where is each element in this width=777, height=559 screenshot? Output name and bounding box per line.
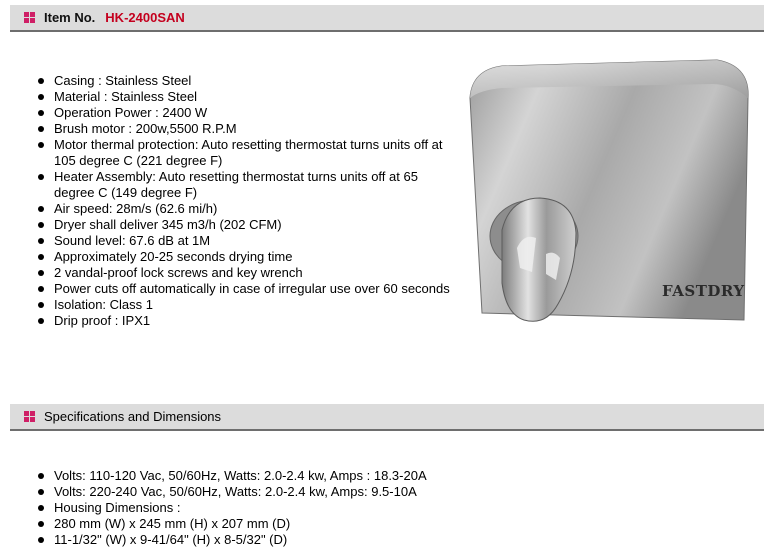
feature-item: Dryer shall deliver 345 m3/h (202 CFM) <box>32 217 457 233</box>
specs-header-bar <box>10 404 764 431</box>
grid-bullet-icon <box>24 411 35 422</box>
feature-item: Operation Power : 2400 W <box>32 105 457 121</box>
feature-item: Motor thermal protection: Auto resetting thermostat turns units off at 105 degree C (221 degree F) <box>32 137 457 169</box>
feature-item: 2 vandal-proof lock screws and key wrench <box>32 265 457 281</box>
spec-item: 280 mm (W) x 245 mm (H) x 207 mm (D) <box>32 516 427 532</box>
grid-bullet-icon <box>24 12 35 23</box>
spec-item: Housing Dimensions : <box>32 500 427 516</box>
feature-item: Power cuts off automatically in case of irregular use over 60 seconds <box>32 281 457 297</box>
feature-item: Casing : Stainless Steel <box>32 73 457 89</box>
spec-list <box>32 468 427 548</box>
feature-item: Drip proof : IPX1 <box>32 313 457 329</box>
spec-item: Volts: 110-120 Vac, 50/60Hz, Watts: 2.0-2.4 kw, Amps : 18.3-20A <box>32 468 427 484</box>
item-number: HK-2400SAN <box>105 10 185 25</box>
feature-item: Material : Stainless Steel <box>32 89 457 105</box>
feature-item: Approximately 20-25 seconds drying time <box>32 249 457 265</box>
item-header-bar <box>10 5 764 32</box>
feature-item: Isolation: Class 1 <box>32 297 457 313</box>
specs-title: Specifications and Dimensions <box>44 409 222 424</box>
item-label: Item No. <box>44 10 96 25</box>
hand-dryer-product-image <box>462 58 752 326</box>
feature-item: Heater Assembly: Auto resetting thermostat turns units off at 65 degree C (149 degree F) <box>32 169 457 201</box>
feature-item: Sound level: 67.6 dB at 1M <box>32 233 457 249</box>
feature-list <box>32 73 457 329</box>
feature-item: Air speed: 28m/s (62.6 mi/h) <box>32 201 457 217</box>
spec-item: Volts: 220-240 Vac, 50/60Hz, Watts: 2.0-2.4 kw, Amps: 9.5-10A <box>32 484 427 500</box>
brand-logo: FASTDRY <box>662 282 745 300</box>
spec-item: 11-1/32" (W) x 9-41/64" (H) x 8-5/32" (D) <box>32 532 427 548</box>
feature-item: Brush motor : 200w,5500 R.P.M <box>32 121 457 137</box>
item-heading <box>44 10 185 25</box>
